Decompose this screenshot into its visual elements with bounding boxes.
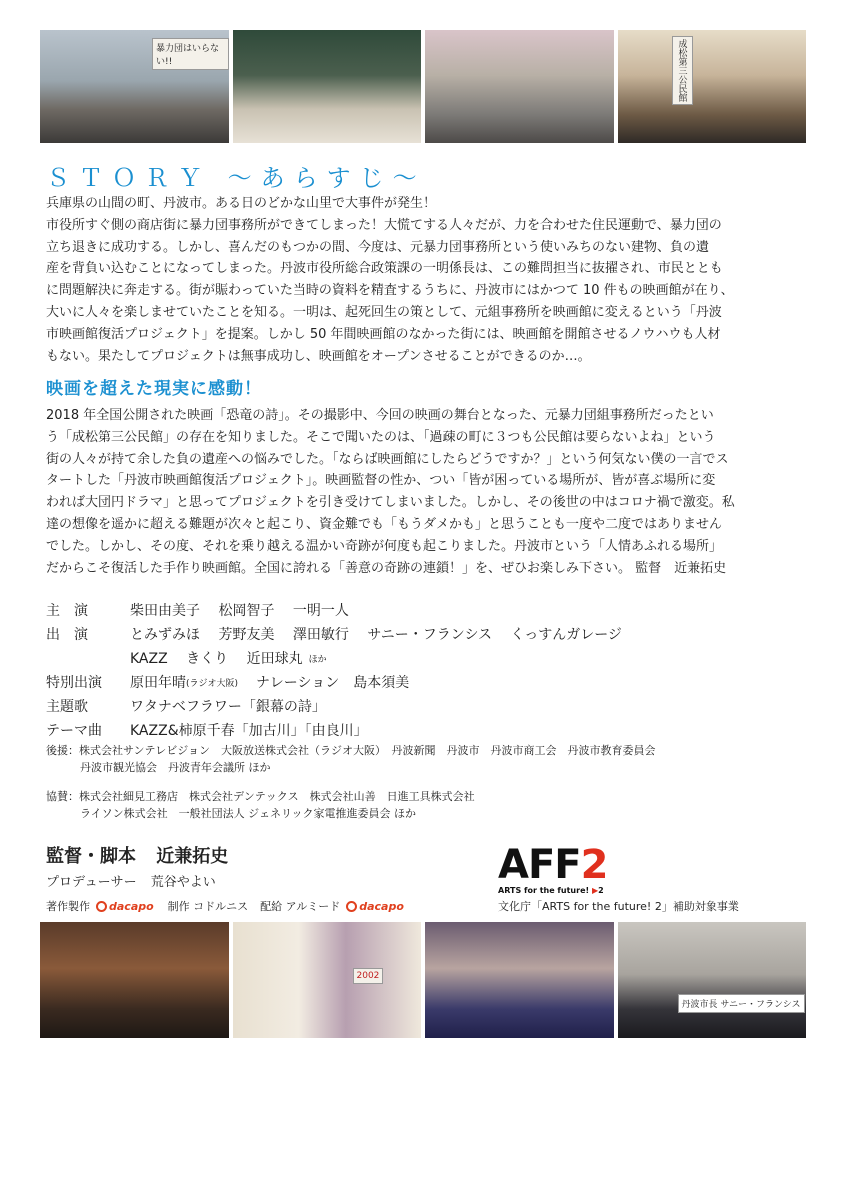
reality-text (46, 405, 806, 579)
dacapo-logo: dacapo (96, 900, 154, 913)
distribution: 配給 アルミード (260, 900, 341, 913)
mayor-nameplate: 丹波市長 サニー・フランシス (678, 994, 805, 1013)
sponsorship-line: 協賛：株式会社細見工務店 株式会社デンテックス 株式会社山善 日進工具株式会社 (46, 790, 475, 803)
story-line: に問題解決に奔走する。街が賑わっていた当時の資料を精査するうちに、丹波市にはかつて 10 件もの映画館が在り、 (46, 283, 734, 299)
aff2-subtitle: ARTS for the future! ▶2 (498, 886, 604, 895)
reality-line: う「成松第三公民館」の存在を知りました。そこで聞いたのは、「過疎の町に３つも公民館は要らないよね」という (46, 429, 716, 445)
story-line: もない。果たしてプロジェクトは無事成功し、映画館をオープンさせることができるのか…。 (46, 348, 591, 364)
support-line: 丹波市観光協会 丹波青年会議所 ほか (80, 761, 271, 774)
photo-elder (40, 922, 229, 1038)
poster-sign: 2002 (353, 968, 384, 984)
credit-cast-cont (46, 646, 806, 670)
story-line: 市映画館復活プロジェクト」を提案。しかし 50 年間映画館のなかった街には、映画館を開館させるノウハウも人材 (46, 326, 721, 342)
aff2-mark: AFF2 (498, 842, 608, 888)
credit-starring (46, 598, 806, 622)
reality-line: われば大団円ドラマ」と思ってプロジェクトを引き受けてしまいました。しかし、その後世の中はコロナ禍で激変。私 (46, 495, 735, 511)
dacapo-ring-icon (346, 901, 357, 912)
credit-cast (46, 622, 806, 646)
aff2-logo (498, 842, 626, 895)
bottom-photo-strip (40, 922, 806, 1038)
credit-note: (ラジオ大阪) (186, 678, 239, 689)
photo-protest (40, 30, 229, 143)
photo-office (233, 30, 422, 143)
producer-credit: プロデューサー 荒谷やよい (46, 875, 216, 890)
support-line: 後援：株式会社サンテレビジョン 大阪放送株式会社（ラジオ大阪） 丹波新聞 丹波市 丹波市商工会 丹波市教育委員会 (46, 744, 656, 757)
credit-value: 柴田由美子 松岡智子 一明一人 (130, 603, 349, 619)
dacapo-logo-2: dacapo (346, 900, 404, 913)
photo-street (425, 30, 614, 143)
reality-line: だからこそ復活した手作り映画館。全国に誇れる「善意の奇跡の連鎖！」を、ぜひお楽しみ下さい。 監督 近兼拓史 (46, 560, 727, 576)
credit-narration: ナレーション 島本須美 (256, 675, 410, 691)
production-label: 著作製作 (46, 900, 90, 913)
credit-etc: ほか (308, 654, 327, 665)
photo-mayor (618, 922, 807, 1038)
photo-interview (425, 922, 614, 1038)
produced-by: 制作 コドルニス (167, 900, 249, 913)
story-text (46, 193, 806, 367)
support-block (46, 742, 806, 776)
credit-value: KAZZ&柿原千春「加古川」「由良川」 (130, 723, 368, 739)
director-credit: 監督・脚本 近兼拓史 (46, 846, 229, 867)
reality-line: でした。しかし、その度、それを乗り越える温かい奇跡が何度も起こりました。丹波市という「人情あふれる場所」 (46, 538, 723, 554)
credit-theme-music (46, 718, 806, 742)
story-line: 立ち退きに成功する。しかし、喜んだのもつかの間、今度は、元暴力団事務所という使いみちのない建物、負の遺 (46, 239, 710, 255)
aff-caption: 文化庁「ARTS for the future! 2」補助対象事業 (498, 900, 739, 913)
credit-value: 原田年晴 (130, 675, 186, 691)
reality-line: 達の想像を遥かに超える難題が次々と起こり、資金難でも「もうダメかも」と思うことも一度や二度ではありません (46, 516, 723, 532)
sponsorship-block (46, 788, 806, 822)
story-line: 兵庫県の山間の町、丹波市。ある日のどかな山里で大事件が発生！ (46, 196, 437, 211)
credit-special (46, 670, 806, 694)
credit-label: 出 演 (46, 627, 88, 643)
credit-theme-song (46, 694, 806, 718)
story-line: 産を背負い込むことになってしまった。丹波市役所総合政策課の一明係長は、この難問担当に抜擢され、市民ととも (46, 261, 723, 277)
production-credit (46, 898, 412, 914)
reality-line: タートした「丹波市映画館復活プロジェクト」。映画監督の性か、つい「皆が困っている場所が、皆が喜ぶ場所に変 (46, 473, 716, 489)
photo-yukata (233, 922, 422, 1038)
credit-label: 主題歌 (46, 699, 88, 715)
credit-label: 主 演 (46, 603, 88, 619)
credit-label: 特別出演 (46, 675, 102, 691)
story-line: 大いに人々を楽しませていたことを知る。一明は、起死回生の策として、元組事務所を映画館に変えるという「丹波 (46, 304, 722, 320)
credit-value: KAZZ きくり 近田球丸 (130, 651, 303, 667)
sponsorship-line: ライソン株式会社 一般社団法人 ジェネリック家電推進委員会 ほか (80, 807, 417, 820)
credit-label: テーマ曲 (46, 723, 102, 739)
protest-sign: 暴力団はいらない!! (152, 38, 229, 70)
photo-meeting (618, 30, 807, 143)
reality-line: 2018 年全国公開された映画「恐竜の詩」。その撮影中、今回の映画の舞台となった、元暴力団組事務所だったとい (46, 408, 714, 423)
credit-value: ワタナベフラワー「銀幕の詩」 (130, 699, 326, 715)
credits (46, 598, 806, 742)
top-photo-strip (40, 30, 806, 143)
hall-sign: 成松第三公民館 (672, 36, 693, 105)
story-heading: ＳＴＯＲＹ ～あらすじ～ (46, 164, 426, 192)
reality-heading: 映画を超えた現実に感動！ (46, 379, 262, 399)
dacapo-ring-icon (96, 901, 107, 912)
credit-value: とみずみほ 芳野友美 澤田敏行 サニー・フランシス くっすんガレージ (130, 627, 622, 643)
story-line: 市役所すぐ側の商店街に暴力団事務所ができてしまった！大慌てする人々だが、力を合わせた住民運動で、暴力団の (46, 217, 722, 233)
reality-line: 街の人々が持て余した負の遺産への悩みでした。「ならば映画館にしたらどうですか？」という何気ない僕の一言でス (46, 451, 729, 467)
